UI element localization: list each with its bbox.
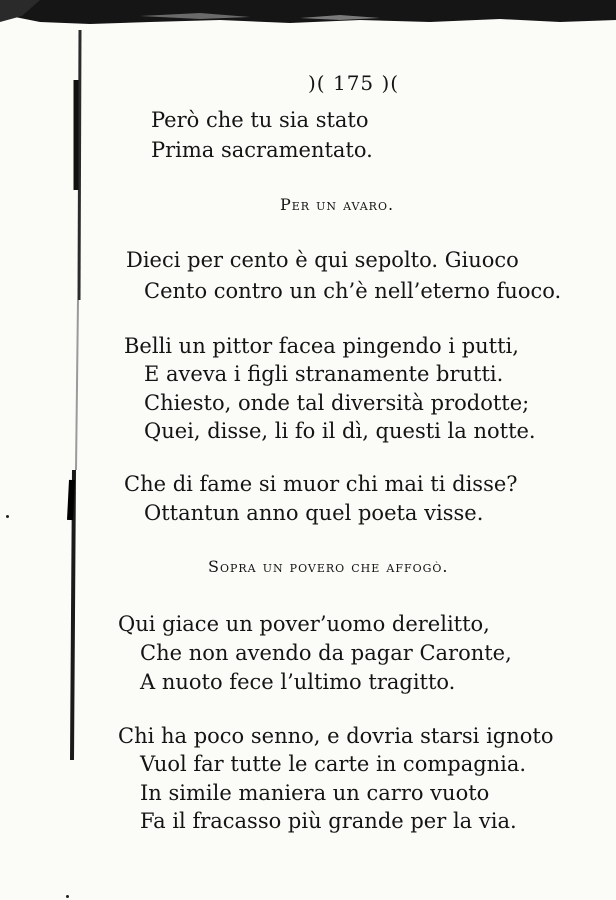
torn-top-edge bbox=[0, 0, 616, 34]
verse-line: Belli un pittor facea pingendo i putti, bbox=[124, 334, 519, 358]
verse-line: Chiesto, onde tal diversità prodotte; bbox=[144, 391, 530, 415]
binding-gutter bbox=[0, 0, 90, 900]
section-heading: Sopra un povero che affogò. bbox=[208, 557, 449, 576]
verse-line: Ottantun anno quel poeta visse. bbox=[144, 501, 484, 525]
verse-line: Qui giace un pover’uomo derelitto, bbox=[118, 612, 490, 636]
page-number: )( 175 )( bbox=[308, 71, 400, 95]
ink-speck bbox=[6, 515, 9, 518]
verse-line: In simile maniera un carro vuoto bbox=[140, 781, 490, 805]
verse-line: Fa il fracasso più grande per la via. bbox=[140, 809, 517, 833]
verse-line: Vuol far tutte le carte in compagnia. bbox=[140, 752, 527, 776]
verse-line: Dieci per cento è qui sepolto. Giuoco bbox=[126, 248, 519, 272]
verse-line: Che di fame si muor chi mai ti disse? bbox=[124, 472, 518, 496]
verse-line: Prima sacramentato. bbox=[151, 138, 373, 162]
verse-line: Quei, disse, li fo il dì, questi la notte. bbox=[144, 419, 536, 443]
section-heading: Per un avaro. bbox=[280, 195, 395, 214]
verse-line: A nuoto fece l’ultimo tragitto. bbox=[140, 670, 456, 694]
verse-line: Però che tu sia stato bbox=[151, 108, 369, 132]
verse-line: Che non avendo da pagar Caronte, bbox=[140, 641, 512, 665]
verse-line: Cento contro un ch’è nell’eterno fuoco. bbox=[144, 279, 562, 303]
verse-line: E aveva i figli stranamente brutti. bbox=[144, 362, 504, 386]
verse-line: Chi ha poco senno, e dovria starsi ignoto bbox=[118, 724, 554, 748]
ink-speck bbox=[66, 895, 69, 898]
